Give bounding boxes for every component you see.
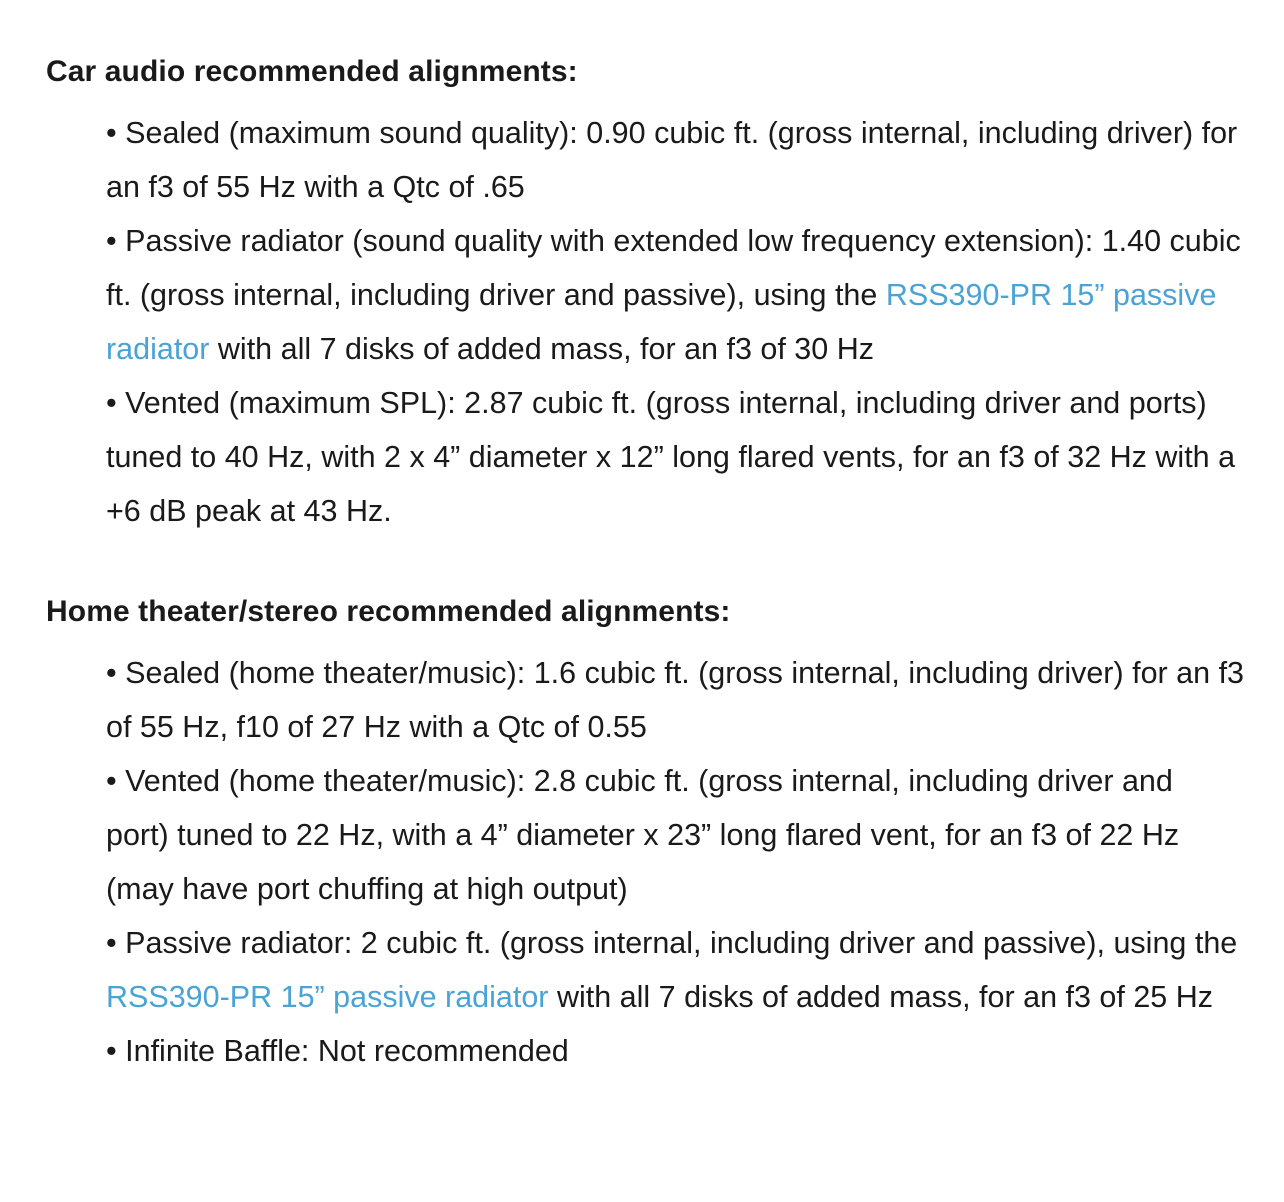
home-passive-text-before: • Passive radiator: 2 cubic ft. (gross internal, including driver and passive), using the	[106, 926, 1238, 960]
home-theater-heading: Home theater/stereo recommended alignments:	[46, 595, 731, 628]
car-sealed-item: • Sealed (maximum sound quality): 0.90 cubic ft. (gross internal, including driver) for an f3 of 55 Hz with a Qtc of .65	[106, 116, 1238, 204]
car-passive-text-before: • Passive radiator (sound quality with extended low frequency extension): 1.40 cubic ft. (gross internal, including driver and passive), using the	[106, 224, 1241, 312]
car-passive-text-after: with all 7 disks of added mass, for an f3 of 30 Hz	[209, 332, 874, 366]
car-vented-item: • Vented (maximum SPL): 2.87 cubic ft. (gross internal, including driver and ports) tuned to 40 Hz, with 2 x 4” diameter x 12” long flared vents, for an f3 of 32 Hz with a +6 dB peak at 43 Hz.	[106, 386, 1236, 528]
home-sealed-item: • Sealed (home theater/music): 1.6 cubic ft. (gross internal, including driver) for an f3 of 55 Hz, f10 of 27 Hz with a Qtc of 0.55	[106, 656, 1245, 744]
home-theater-list	[46, 646, 1244, 1078]
car-audio-section	[46, 52, 1244, 538]
car-passive-item	[106, 214, 1244, 376]
home-passive-item	[106, 916, 1244, 1024]
car-rss390-pr-link[interactable]: RSS390-PR 15” passive radiator	[106, 278, 1217, 366]
home-infinite-baffle-item: • Infinite Baffle: Not recommended	[106, 1034, 569, 1068]
home-passive-text-after: with all 7 disks of added mass, for an f3 of 25 Hz	[548, 980, 1214, 1014]
home-theater-section	[46, 592, 1244, 1078]
car-audio-list	[46, 106, 1244, 538]
car-audio-heading: Car audio recommended alignments:	[46, 55, 578, 88]
home-vented-item: • Vented (home theater/music): 2.8 cubic ft. (gross internal, including driver and port) tuned to 22 Hz, with a 4” diameter x 23” long flared vent, for an f3 of 22 Hz (may have port chuffing at high output)	[106, 764, 1180, 906]
home-rss390-pr-link[interactable]: RSS390-PR 15” passive radiator	[106, 980, 549, 1014]
